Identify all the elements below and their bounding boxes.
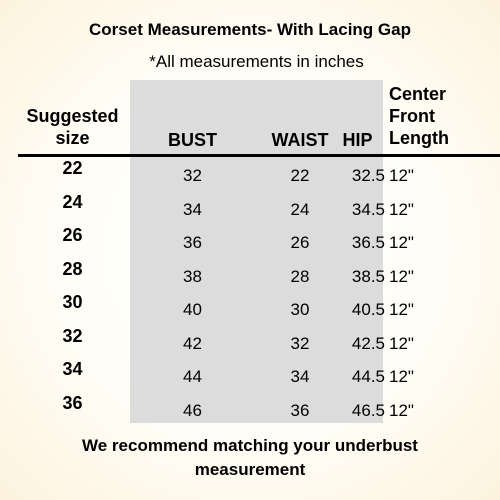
- table-row: [0, 392, 500, 429]
- cell-bust: 42: [183, 333, 202, 353]
- cell-hip: 42.5: [351, 333, 385, 353]
- cell-waist: 32: [290, 333, 310, 353]
- cell-size: 28: [62, 258, 83, 279]
- header-cfl-line2: Front: [389, 106, 435, 126]
- size-table-body: [0, 160, 500, 428]
- cell-hip: 32.5: [351, 166, 385, 185]
- cell-bust: 36: [183, 233, 202, 252]
- cell-bust: 40: [183, 300, 202, 319]
- cell-cfl: 12": [389, 233, 414, 252]
- cell-bust: 38: [183, 266, 202, 286]
- header-size-line2: size: [55, 128, 90, 148]
- cell-size: 32: [62, 325, 83, 346]
- cell-hip: 34.5: [351, 199, 385, 219]
- header-center-front-length: [389, 83, 489, 149]
- header-suggested-size: [15, 105, 130, 149]
- cell-waist: 26: [290, 233, 310, 252]
- cell-size: 26: [62, 225, 83, 245]
- cell-cfl: 12": [389, 199, 414, 219]
- cell-cfl: 12": [389, 400, 414, 420]
- cell-hip: 40.5: [351, 300, 385, 319]
- cell-hip: 44.5: [351, 367, 385, 386]
- cell-size: 34: [62, 359, 83, 379]
- cell-size: 30: [62, 292, 83, 312]
- cell-bust: 34: [183, 199, 202, 219]
- cell-hip: 46.5: [351, 400, 385, 420]
- units-note: *All measurements in inches: [149, 52, 364, 71]
- chart-title: Corset Measurements- With Lacing Gap: [89, 20, 411, 39]
- cell-bust: 46: [183, 400, 202, 420]
- header-cfl-line3: Length: [389, 128, 449, 148]
- cell-waist: 28: [290, 266, 310, 286]
- cell-cfl: 12": [389, 266, 414, 286]
- header-waist: WAIST: [271, 130, 329, 150]
- cell-waist: 30: [290, 300, 310, 319]
- cell-size: 24: [62, 191, 83, 212]
- cell-bust: 44: [183, 367, 202, 386]
- cell-size: 22: [62, 158, 83, 178]
- header-bust: BUST: [168, 130, 217, 150]
- cell-size: 36: [62, 392, 83, 413]
- header-cfl-line1: Center: [389, 84, 447, 104]
- header-size-line1: Suggested: [26, 106, 119, 126]
- cell-waist: 34: [290, 367, 310, 386]
- header-hip: HIP: [342, 130, 373, 150]
- cell-cfl: 12": [389, 166, 414, 185]
- cell-hip: 38.5: [351, 266, 385, 286]
- cell-cfl: 12": [389, 333, 414, 353]
- cell-cfl: 12": [389, 300, 414, 319]
- cell-bust: 32: [183, 166, 202, 185]
- recommendation-note: We recommend matching your underbust measurement: [82, 436, 418, 479]
- cell-waist: 36: [290, 400, 310, 420]
- cell-hip: 36.5: [351, 233, 385, 252]
- cell-cfl: 12": [389, 367, 414, 386]
- cell-waist: 22: [290, 166, 310, 185]
- cell-waist: 24: [290, 199, 310, 219]
